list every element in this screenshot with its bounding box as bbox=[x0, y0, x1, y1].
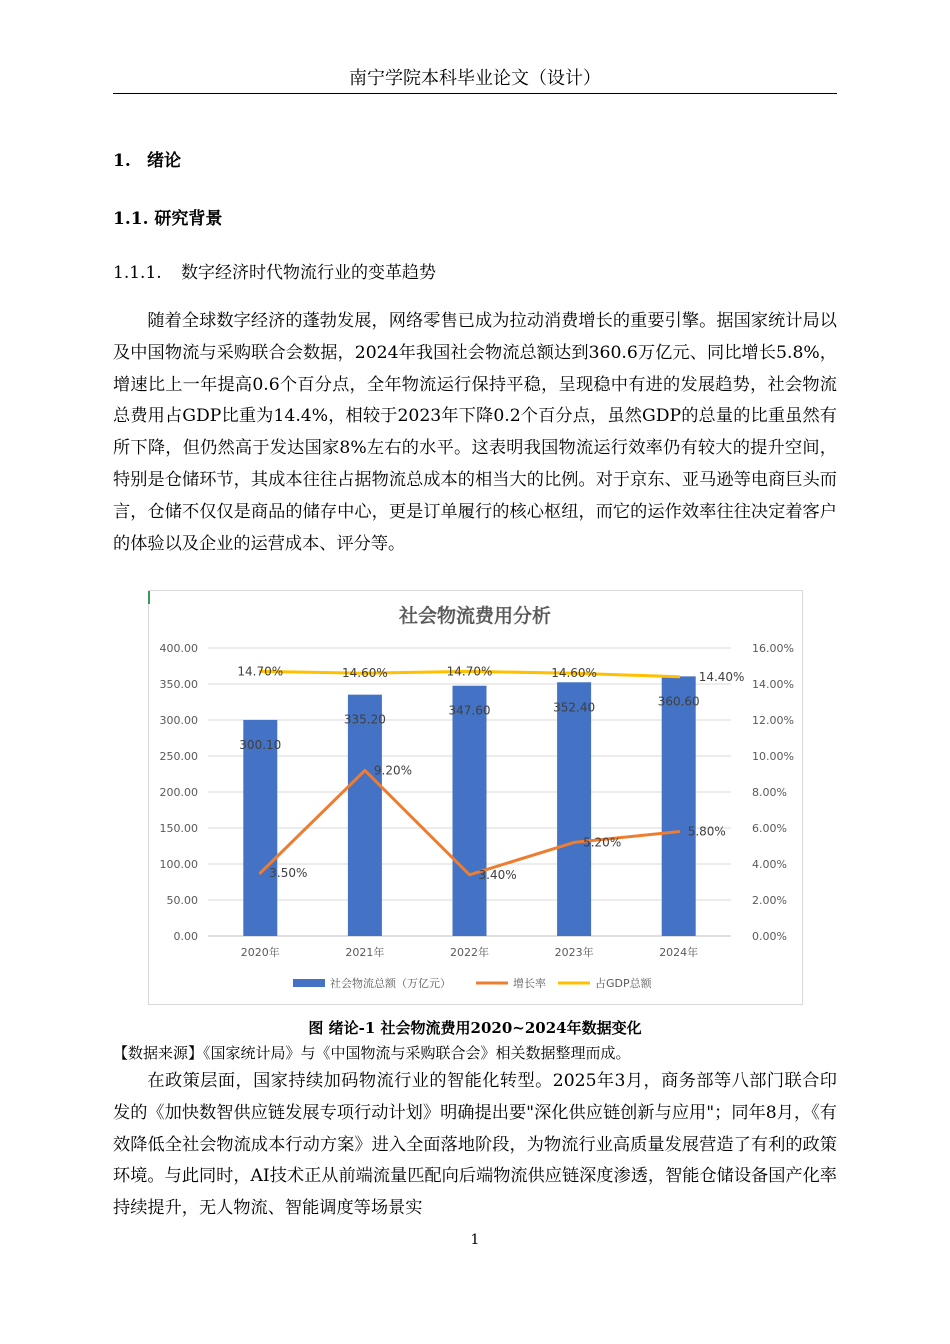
left-axis-tick-label: 150.00 bbox=[159, 822, 198, 835]
bar-data-label: 347.60 bbox=[448, 703, 491, 718]
chart-title: 社会物流费用分析 bbox=[398, 605, 552, 627]
growth-rate-data-label: 9.20% bbox=[373, 763, 413, 778]
growth-rate-data-label: 3.50% bbox=[269, 866, 308, 880]
gdp-share-data-label: 14.60% bbox=[342, 666, 388, 681]
legend-label: 增长率 bbox=[513, 977, 546, 990]
bar-logistics-total bbox=[348, 695, 382, 936]
left-axis-tick-label: 200.00 bbox=[159, 786, 198, 799]
legend-swatch-bar bbox=[293, 979, 325, 987]
right-axis-tick-label: 14.00% bbox=[752, 678, 794, 691]
gdp-share-data-label: 14.70% bbox=[446, 664, 493, 679]
right-axis-tick-label: 6.00% bbox=[752, 822, 787, 835]
figure-caption: 图 绪论-1 社会物流费用2020~2024年数据变化 bbox=[308, 1019, 642, 1037]
x-axis-category-label: 2021年 bbox=[345, 946, 385, 959]
bar-logistics-total bbox=[243, 720, 277, 936]
right-axis-tick-label: 16.00% bbox=[752, 642, 794, 655]
page-header: 南宁学院本科毕业论文（设计） bbox=[113, 68, 837, 94]
body-paragraph-1: 随着全球数字经济的蓬勃发展，网络零售已成为拉动消费增长的重要引擎。据国家统计局以及中国物流与采购联合会数据，2024年我国社会物流总额达到360.6万亿元、同比增长5.8%，增速比上一年提高0.6个百分点，全年物流运行保持平稳，呈现稳中有进的发展趋势，社会物流总费用占GDP比重为14.4%，相较于2023年下降0.2个百分点，虽然GDP的总量的比重虽然有所下降，但仍然高于发达国家8%左右的水平。这表明我国物流运行效率仍有较大的提升空间，特别是仓储环节，其成本往往占据物流总成本的相当大的比例。对于京东、亚马逊等电商巨头而言，仓储不仅仅是商品的储存中心，更是订单履行的核心枢纽，而它的运作效率往往决定着客户的体验以及企业的运营成本、评分等。 bbox=[113, 311, 837, 554]
left-axis-tick-label: 0.00 bbox=[173, 930, 198, 943]
bar-data-label: 300.10 bbox=[239, 737, 282, 752]
growth-rate-data-label: 3.40% bbox=[478, 867, 517, 882]
gdp-share-data-label: 14.60% bbox=[551, 666, 597, 681]
left-axis-tick-label: 100.00 bbox=[159, 858, 198, 871]
logistics-cost-chart bbox=[148, 590, 803, 1005]
x-axis-category-label: 2020年 bbox=[240, 946, 280, 959]
body-paragraph-2: 在政策层面，国家持续加码物流行业的智能化转型。2025年3月，商务部等八部门联合印发的《加快数智供应链发展专项行动计划》明确提出要"深化供应链创新与应用"；同年8月，《有效降低全社会物流成本行动方案》进入全面落地阶段，为物流行业高质量发展营造了有利的政策环境。与此同时，AI技术正从前端流量匹配向后端物流供应链深度渗透，智能仓储设备国产化率持续提升，无人物流、智能调度等场景实 bbox=[113, 1071, 837, 1219]
chart-svg bbox=[148, 590, 803, 1005]
heading-level-3 bbox=[113, 258, 436, 283]
page-number: 1 bbox=[470, 1232, 480, 1248]
left-axis-tick-label: 400.00 bbox=[159, 642, 198, 655]
bar-data-label: 335.20 bbox=[343, 712, 386, 727]
heading-1-title: 绪论 bbox=[147, 151, 181, 171]
right-axis-tick-label: 2.00% bbox=[752, 894, 787, 907]
gdp-share-data-label: 14.40% bbox=[698, 669, 745, 684]
bar-logistics-total bbox=[453, 686, 487, 936]
heading-3-title: 数字经济时代物流行业的变革趋势 bbox=[181, 263, 436, 283]
right-axis-tick-label: 0.00% bbox=[752, 930, 787, 943]
right-axis-tick-label: 8.00% bbox=[752, 786, 787, 799]
gdp-share-data-label: 14.70% bbox=[237, 664, 284, 679]
right-axis-tick-label: 12.00% bbox=[752, 714, 794, 727]
right-axis-tick-label: 10.00% bbox=[752, 750, 794, 763]
left-axis-tick-label: 50.00 bbox=[166, 894, 198, 907]
bar-data-label: 360.60 bbox=[657, 694, 700, 709]
bar-logistics-total bbox=[557, 682, 591, 936]
legend-label: 社会物流总额（万亿元） bbox=[330, 977, 451, 990]
left-axis-tick-label: 350.00 bbox=[159, 678, 198, 691]
x-axis-category-label: 2023年 bbox=[554, 946, 594, 959]
left-axis-tick-label: 300.00 bbox=[159, 714, 198, 727]
x-axis-category-label: 2022年 bbox=[450, 946, 489, 959]
legend-label: 占GDP总额 bbox=[595, 977, 652, 990]
heading-level-2: 1.1. 研究背景 bbox=[113, 209, 223, 229]
bar-logistics-total bbox=[662, 676, 696, 936]
left-axis-tick-label: 250.00 bbox=[159, 750, 198, 763]
heading-level-1 bbox=[113, 146, 181, 171]
right-axis-tick-label: 4.00% bbox=[752, 858, 787, 871]
growth-rate-data-label: 5.80% bbox=[687, 824, 726, 839]
x-axis-category-label: 2024年 bbox=[659, 946, 699, 959]
bar-data-label: 352.40 bbox=[553, 700, 596, 715]
figure-source-note: 【数据来源】《国家统计局》与《中国物流与采购联合会》相关数据整理而成。 bbox=[113, 1044, 631, 1062]
heading-1-number: 1. bbox=[113, 151, 131, 171]
heading-3-number: 1.1.1. bbox=[113, 263, 162, 283]
growth-rate-data-label: 5.20% bbox=[583, 835, 622, 850]
